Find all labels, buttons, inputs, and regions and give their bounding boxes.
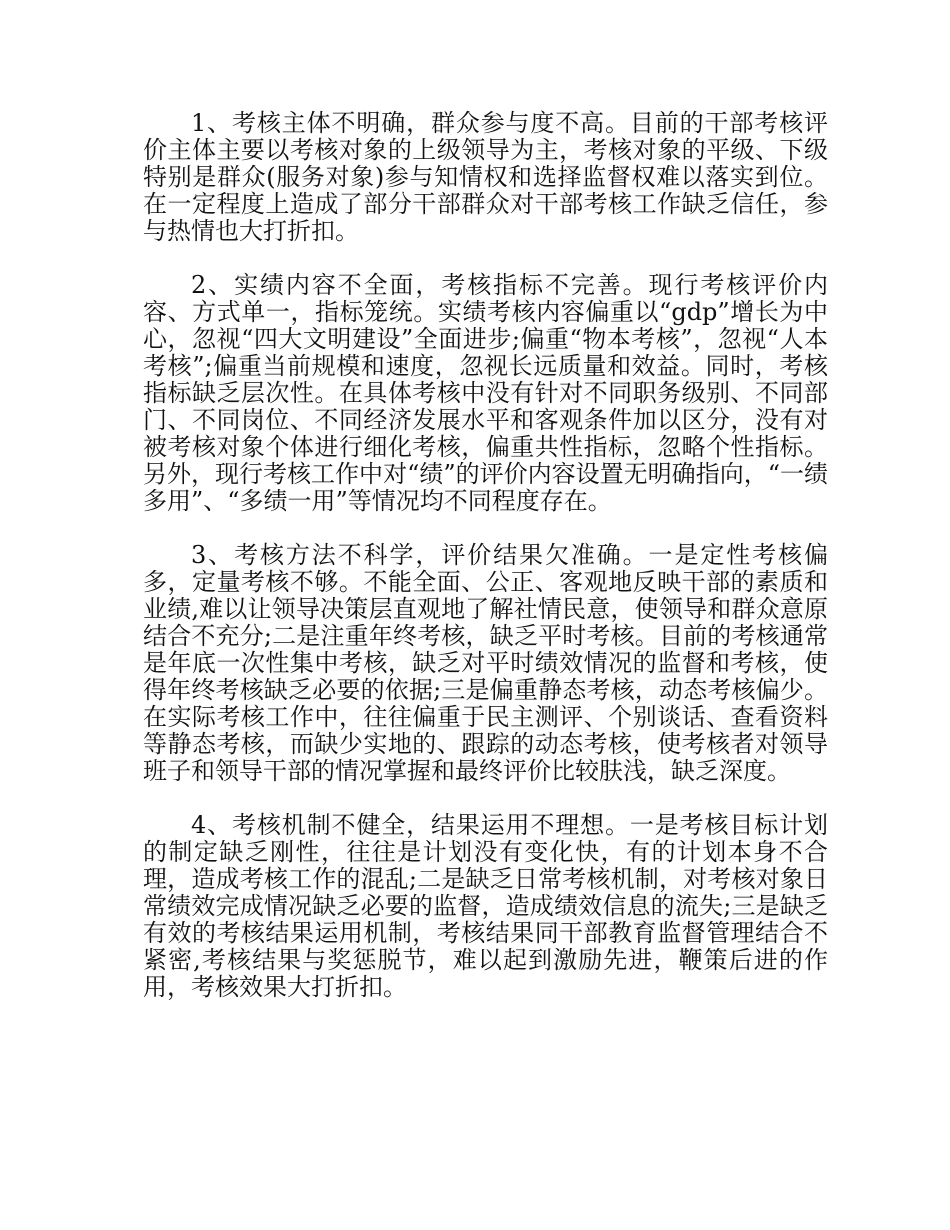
paragraph-4: 4、考核机制不健全，结果运用不理想。一是考核目标计划的制定缺乏刚性，往往是计划没有变化快，有的计划本身不合理，造成考核工作的混乱;二是缺乏日常考核机制，对考核对象日常绩效完成情况缺乏必要的监督，造成绩效信息的流失;三是缺乏有效的考核结果运用机制，考核结果同干部教育监督管理结合不紧密,考核结果与奖惩脱节，难以起到激励先进，鞭策后进的作用，考核效果大打折扣。 bbox=[143, 811, 828, 1001]
paragraph-1: 1、考核主体不明确，群众参与度不高。目前的干部考核评价主体主要以考核对象的上级领导为主，考核对象的平级、下级特别是群众(服务对象)参与知情权和选择监督权难以落实到位。在一定程度上造成了部分干部群众对干部考核工作缺乏信任，参与热情也大打折扣。 bbox=[143, 109, 828, 245]
document-body bbox=[143, 110, 828, 1028]
paragraph-3: 3、考核方法不科学，评价结果欠准确。一是定性考核偏多，定量考核不够。不能全面、公正、客观地反映干部的素质和业绩,难以让领导决策层直观地了解社情民意，使领导和群众意原结合不充分;二是注重年终考核，缺乏平时考核。目前的考核通常是年底一次性集中考核，缺乏对平时绩效情况的监督和考核，使得年终考核缺乏必要的依据;三是偏重静态考核，动态考核偏少。在实际考核工作中，往往偏重于民主测评、个别谈话、查看资料等静态考核，而缺少实地的、跟踪的动态考核，使考核者对领导班子和领导干部的情况掌握和最终评价比较肤浅，缺乏深度。 bbox=[143, 541, 828, 785]
paragraph-2: 2、实绩内容不全面，考核指标不完善。现行考核评价内容、方式单一，指标笼统。实绩考核内容偏重以“gdp”增长为中心，忽视“四大文明建设”全面进步;偏重“物本考核”，忽视“人本考核”;偏重当前规模和速度，忽视长远质量和效益。同时，考核指标缺乏层次性。在具体考核中没有针对不同职务级别、不同部门、不同岗位、不同经济发展水平和客观条件加以区分，没有对被考核对象个体进行细化考核，偏重共性指标，忽略个性指标。另外，现行考核工作中对“绩”的评价内容设置无明确指向，“一绩多用”、“多绩一用”等情况均不同程度存在。 bbox=[143, 271, 828, 515]
